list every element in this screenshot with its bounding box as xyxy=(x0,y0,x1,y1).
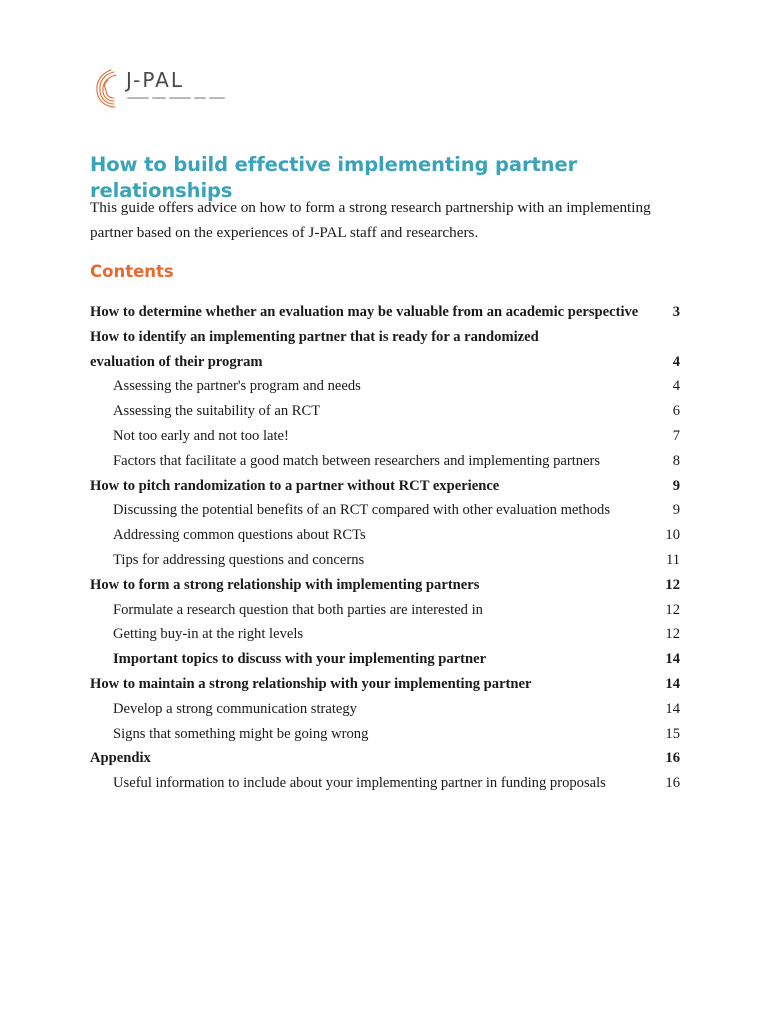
toc-subsection-entry[interactable] xyxy=(90,449,680,474)
logo-wordmark: J-PAL xyxy=(126,68,185,92)
toc-subsection-entry[interactable] xyxy=(90,598,680,623)
toc-entry-label: Signs that something might be going wrong xyxy=(113,725,369,742)
toc-entry-label: How to determine whether an evaluation may be valuable from an academic perspective xyxy=(90,304,639,320)
toc-page-number: 9 xyxy=(672,502,680,519)
toc-entry-label: Appendix xyxy=(90,750,151,767)
jpal-swirl-logo-icon xyxy=(94,66,128,110)
contents-heading: Contents xyxy=(90,262,174,281)
toc-entry-label: Tips for addressing questions and concerns xyxy=(113,551,365,568)
toc-entry-label: How to pitch randomization to a partner without RCT experience xyxy=(90,477,500,494)
toc-page-number: 10 xyxy=(665,527,680,544)
toc-subsection-entry[interactable] xyxy=(90,722,680,747)
toc-section-entry[interactable] xyxy=(90,746,680,771)
document-title: How to build effective implementing partner relationships xyxy=(90,153,578,202)
toc-entry-label: Assessing the partner's program and needs xyxy=(113,378,361,395)
toc-entry-label: Not too early and not too late! xyxy=(113,427,289,444)
toc-page-number: 12 xyxy=(665,601,680,618)
toc-page-number: 12 xyxy=(665,626,680,643)
toc-section-entry[interactable] xyxy=(90,573,680,598)
toc-entry-label: Factors that facilitate a good match between researchers and implementing partners xyxy=(113,452,601,469)
jpal-logo xyxy=(94,66,234,112)
toc-section-entry[interactable] xyxy=(90,474,680,499)
toc-page-number: 8 xyxy=(672,452,680,469)
toc-entry-label: How to maintain a strong relationship with your implementing partner xyxy=(90,675,532,692)
toc-entry-label: Formulate a research question that both parties are interested in xyxy=(113,601,483,618)
toc-subsection-entry[interactable] xyxy=(90,647,680,672)
toc-subsection-entry[interactable] xyxy=(90,374,680,399)
toc-page-number: 7 xyxy=(672,427,680,444)
toc-page-number: 14 xyxy=(665,651,680,668)
toc-page-number: 6 xyxy=(672,403,680,420)
toc-entry-label: Important topics to discuss with your implementing partner xyxy=(113,651,487,668)
toc-page-number: 4 xyxy=(672,378,680,395)
table-of-contents xyxy=(90,300,680,796)
toc-page-number: 14 xyxy=(665,700,680,717)
toc-subsection-entry[interactable] xyxy=(90,498,680,523)
toc-subsection-entry[interactable] xyxy=(90,424,680,449)
toc-section-entry[interactable] xyxy=(90,325,680,375)
toc-entry-label: How to identify an implementing partner that is ready for a randomized evaluation of their program xyxy=(90,328,539,370)
toc-section-entry[interactable] xyxy=(90,300,680,325)
toc-page-number: 3 xyxy=(672,304,680,320)
toc-page-number: 4 xyxy=(672,353,680,370)
toc-page-number: 11 xyxy=(665,551,680,568)
toc-entry-label: How to form a strong relationship with implementing partners xyxy=(90,576,480,593)
toc-entry-label: Getting buy-in at the right levels xyxy=(113,626,304,643)
toc-page-number: 14 xyxy=(665,675,680,692)
toc-page-number: 16 xyxy=(665,750,680,767)
toc-subsection-entry[interactable] xyxy=(90,622,680,647)
toc-section-entry[interactable] xyxy=(90,672,680,697)
toc-subsection-entry[interactable] xyxy=(90,771,680,796)
logo-tagline xyxy=(127,97,225,101)
toc-subsection-entry[interactable] xyxy=(90,697,680,722)
toc-subsection-entry[interactable] xyxy=(90,548,680,573)
toc-entry-label: Assessing the suitability of an RCT xyxy=(113,403,321,420)
toc-page-number: 15 xyxy=(665,725,680,742)
toc-page-number: 9 xyxy=(672,477,680,494)
intro-paragraph: This guide offers advice on how to form a strong research partnership with an implementing partner based on the experiences of J-PAL staff and researchers. xyxy=(90,199,651,241)
toc-entry-label: Addressing common questions about RCTs xyxy=(113,527,366,544)
toc-entry-label: Useful information to include about your implementing partner in funding proposals xyxy=(113,775,606,792)
toc-entry-label: Develop a strong communication strategy xyxy=(113,700,357,717)
toc-subsection-entry[interactable] xyxy=(90,523,680,548)
toc-entry-label: Discussing the potential benefits of an RCT compared with other evaluation methods xyxy=(113,502,611,519)
toc-page-number: 12 xyxy=(665,576,680,593)
toc-page-number: 16 xyxy=(665,775,680,792)
toc-subsection-entry[interactable] xyxy=(90,399,680,424)
